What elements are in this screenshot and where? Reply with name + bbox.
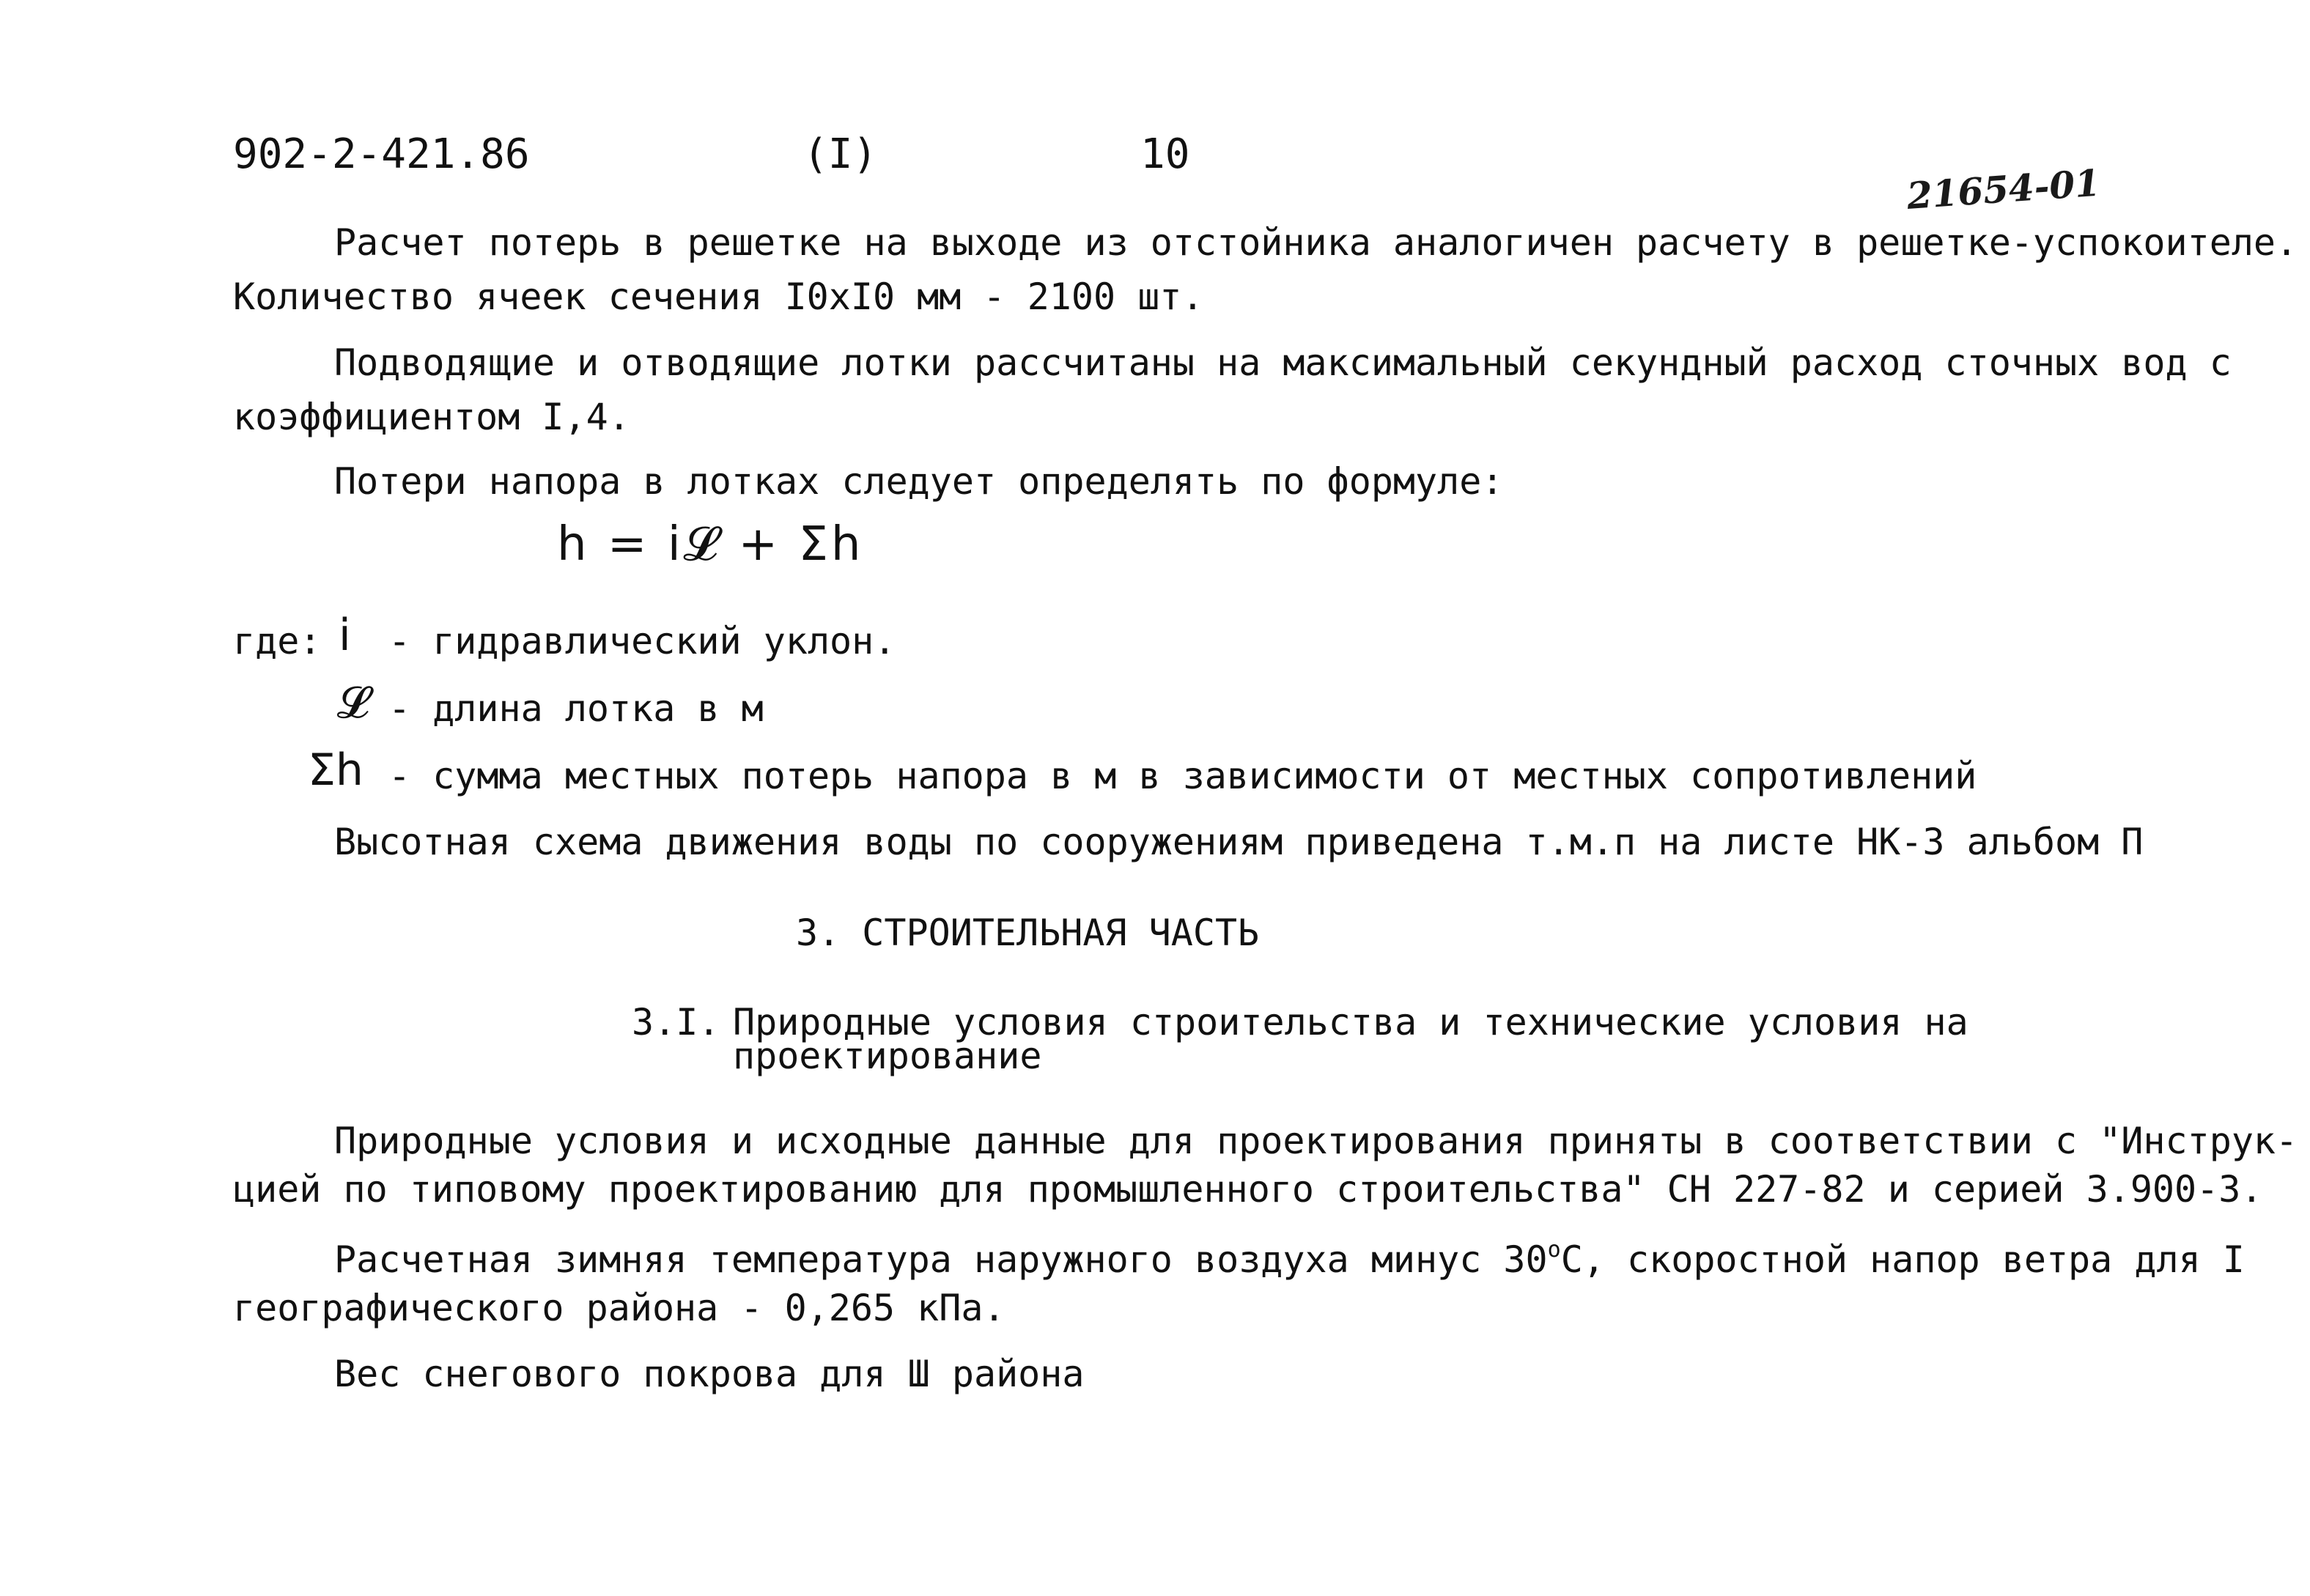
- section-title: 3. СТРОИТЕЛЬНАЯ ЧАСТЬ: [796, 912, 1260, 954]
- definition-text: - длина лотка в м: [388, 687, 764, 730]
- text-segment: Расчетная зимняя температура наружного воздуха минус 30: [334, 1238, 1548, 1281]
- subsection-number: 3.I.: [632, 1001, 720, 1043]
- part-number: (I): [803, 130, 878, 178]
- symbol-i: i: [339, 610, 351, 661]
- paragraph-line: географического района - 0,265 кПа.: [233, 1287, 1005, 1329]
- symbol-l: 𝓛: [337, 677, 369, 728]
- paragraph-line: Расчет потерь в решетке на выходе из отстойника аналогичен расчету в решетке-успокоителе.: [334, 221, 2298, 264]
- paragraph-line: коэффициентом I,4.: [233, 396, 630, 438]
- paragraph-line: Природные условия и исходные данные для проектирования приняты в соответствии с "Инструк-: [334, 1120, 2298, 1162]
- symbol-sum-h: Σh: [308, 745, 364, 796]
- paragraph-line: Потери напора в лотках следует определять по формуле:: [334, 460, 1504, 503]
- handwritten-stamp: 21654-01: [1905, 160, 2102, 218]
- paragraph-line: Подводящие и отводящие лотки рассчитаны на максимальный секундный расход сточных вод с: [334, 341, 2232, 384]
- paragraph-line: [334, 1234, 2245, 1285]
- degree-superscript: о: [1547, 1237, 1561, 1263]
- paragraph-line: Количество ячеек сечения I0xI0 мм - 2100 шт.: [233, 276, 1204, 318]
- where-label: где:: [233, 620, 322, 662]
- document-code: 902-2-421.86: [233, 130, 530, 178]
- formula: h = i𝓛 + Σh: [557, 517, 864, 572]
- paragraph-line: цией по типовому проектированию для промышленного строительства" СН 227-82 и серией 3.900-3.: [233, 1168, 2263, 1211]
- page-number: 10: [1140, 130, 1190, 178]
- paragraph-line: Вес снегового покрова для Ш района: [334, 1353, 1085, 1395]
- definition-text: - гидравлический уклон.: [388, 620, 896, 662]
- text-segment: С, скоростной напор ветра для I: [1560, 1238, 2245, 1281]
- subsection-title: Природные условия строительства и технические условия на: [733, 1001, 1968, 1043]
- subsection-title: проектирование: [733, 1035, 1042, 1077]
- paragraph-line: Высотная схема движения воды по сооружениям приведена т.м.п на листе НК-3 альбом П: [334, 821, 2144, 863]
- definition-text: - сумма местных потерь напора в м в зависимости от местных сопротивлений: [388, 755, 1977, 797]
